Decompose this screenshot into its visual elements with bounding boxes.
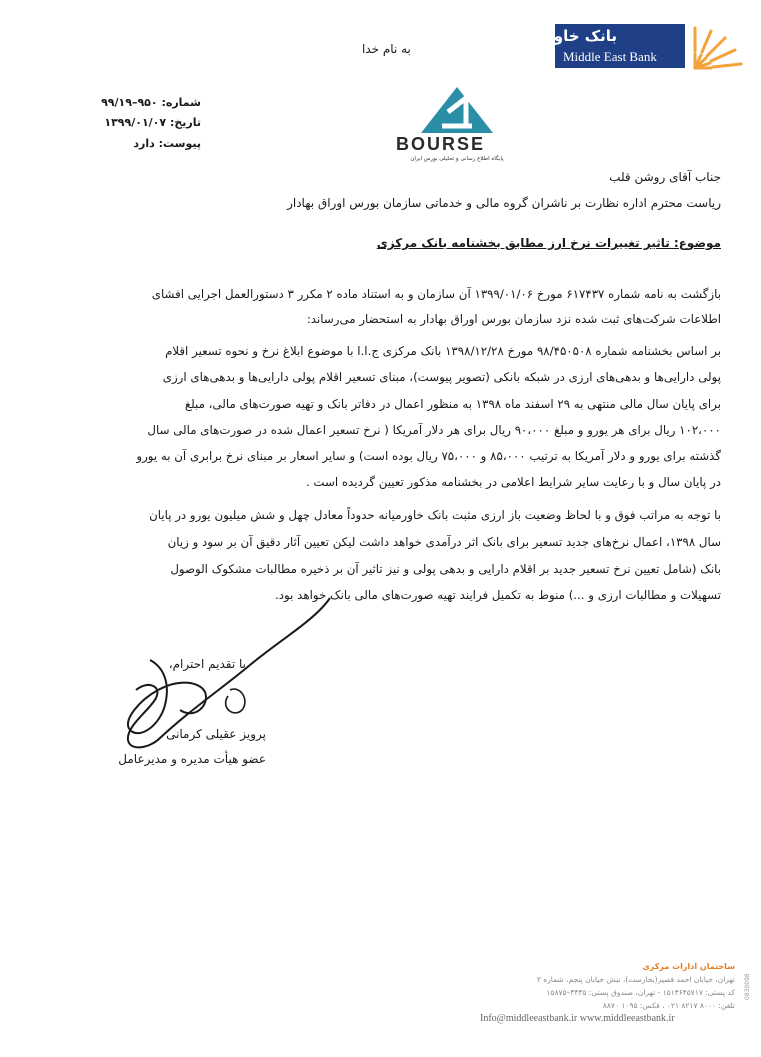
body-line: ۱۰۲،۰۰۰ ریال برای هر یورو و مبلغ ۹۰،۰۰۰ ریال برای هر دلار آمریکا ( نرخ تسعیر اعمال شده در صورت‌های مالی سال bbox=[147, 423, 721, 437]
signer-name: پرویز عقیلی کرمانی bbox=[166, 727, 266, 741]
footer-address: تهران، خیابان احمد قصیر(بخارست)، نبش خیابان پنجم، شماره ۲ bbox=[536, 975, 735, 984]
footer-phone: تلفن: ۸۰۰۰ ۸۲۱۷ ۰۲۱ ، فکس: ۱۰۹۵ ۸۸۷۰ bbox=[602, 1001, 735, 1010]
bourse-word: BOURSE bbox=[396, 134, 486, 154]
bourse-subtitle: پایگاه اطلاع رسانی و تحلیلی بورس ایران bbox=[410, 156, 504, 162]
body-line: برای پایان سال مالی منتهی به ۲۹ اسفند ماه ۱۳۹۸ به منظور اعمال در دفاتر بانک و تهیه صورت‌های مالی، مبلغ bbox=[184, 397, 721, 411]
letter-subject: موضوع: تاثیر تغییرات نرخ ارز مطابق بخشنامه بانک مرکزی bbox=[376, 236, 721, 250]
recipient-name: جناب آقای روشن قلب bbox=[609, 170, 721, 184]
body-line: اطلاعات شرکت‌های ثبت شده نزد سازمان بورس اوراق بهادار به استحضار می‌رساند: bbox=[306, 312, 721, 326]
body-line: بازگشت به نامه شماره ۶۱۷۴۳۷ مورخ ۱۳۹۹/۰۱/۰۶ آن سازمان و به استناد ماده ۲ مکرر ۳ دستورالعمل اجرایی افشای bbox=[151, 287, 721, 301]
letter-date: تاریخ: ۱۳۹۹/۰۱/۰۷ bbox=[104, 116, 201, 129]
closing-regards: با تقدیم احترام، bbox=[168, 657, 246, 671]
sun-rays-icon bbox=[689, 24, 745, 70]
recipient-title: ریاست محترم اداره نظارت بر ناشران گروه مالی و خدماتی سازمان بورس اوراق بهادار bbox=[287, 196, 721, 210]
bank-name-fa: بانک خاورمیانه bbox=[509, 27, 617, 45]
body-line: در پایان سال و با رعایت سایر شرایط اعلامی در بخشنامه مذکور تعیین گردیده است . bbox=[305, 475, 721, 489]
bourse-triangle-icon bbox=[420, 86, 494, 134]
body-line: تسهیلات و مطالبات ارزی و ...) منوط به تکمیل فرایند تهیه صورت‌های مالی بانک خواهد بود. bbox=[275, 588, 721, 602]
side-code: 0830098 bbox=[744, 973, 751, 1000]
letter-number: شماره: ۹۵۰–۹۹/۱۹ bbox=[101, 96, 201, 109]
footer bbox=[480, 960, 735, 1025]
body-line: با توجه به مراتب فوق و با لحاظ وضعیت باز ارزی مثبت بانک خاورمیانه حدوداً معادل چهل و شش میلیون یورو در پایان bbox=[149, 508, 721, 522]
footer-postal: کد پستی: ۱۵۱۳۶۴۵۷۱۷ - تهران، صندوق پستی: ۴۴۴۵–۱۵۸۷۵ bbox=[546, 988, 735, 997]
bank-logo bbox=[509, 24, 745, 70]
body-line: بانک (شامل تعیین نرخ تسعیر جدید بر اقلام دارایی و بدهی پولی و نیز تاثیر آن بر ذخیره مطالبات مشکوک الوصول bbox=[170, 562, 721, 576]
bank-name-en: Middle East Bank bbox=[563, 49, 657, 64]
body-line: سال ۱۳۹۸، اعمال نرخ‌های جدید تسعیر برای بانک اثر درآمدی خواهد داشت لیکن تعیین آثار دقیق آن بر سود و زیان bbox=[167, 535, 721, 549]
footer-title: ساختمان ادارات مرکزی bbox=[642, 962, 735, 971]
body-line: گذشته برای یورو و دلار آمریکا به ترتیب ۸۵،۰۰۰ و ۷۵،۰۰۰ ریال بوده است) و سایر اسعار بر مبنای نرخ برابری آن به یورو bbox=[136, 449, 721, 463]
signer-title: عضو هیأت مدیره و مدیرعامل bbox=[118, 752, 266, 766]
body-line: پولی دارایی‌ها و بدهی‌های ارزی در شبکه بانکی (تصویر پیوست)، مبنای تسعیر اقلام پولی دارایی‌ها و بدهی‌های ارزی bbox=[162, 370, 721, 384]
body-line: بر اساس بخشنامه شماره ۹۸/۴۵۰۵۰۸ مورخ ۱۳۹۸/۱۲/۲۸ بانک مرکزی ج.ا.ا با موضوع ابلاغ نرخ و نحوه تسعیر اقلام bbox=[165, 344, 721, 358]
letter-attachment: پیوست: دارد bbox=[133, 137, 201, 150]
basmala: به نام خدا bbox=[362, 42, 411, 56]
footer-web: Info@middleeastbank.ir www.middleeastbank.ir bbox=[480, 1013, 675, 1024]
bank-logo-box bbox=[509, 24, 685, 68]
handwritten-signature bbox=[110, 590, 370, 760]
bourse-logo bbox=[392, 86, 522, 172]
